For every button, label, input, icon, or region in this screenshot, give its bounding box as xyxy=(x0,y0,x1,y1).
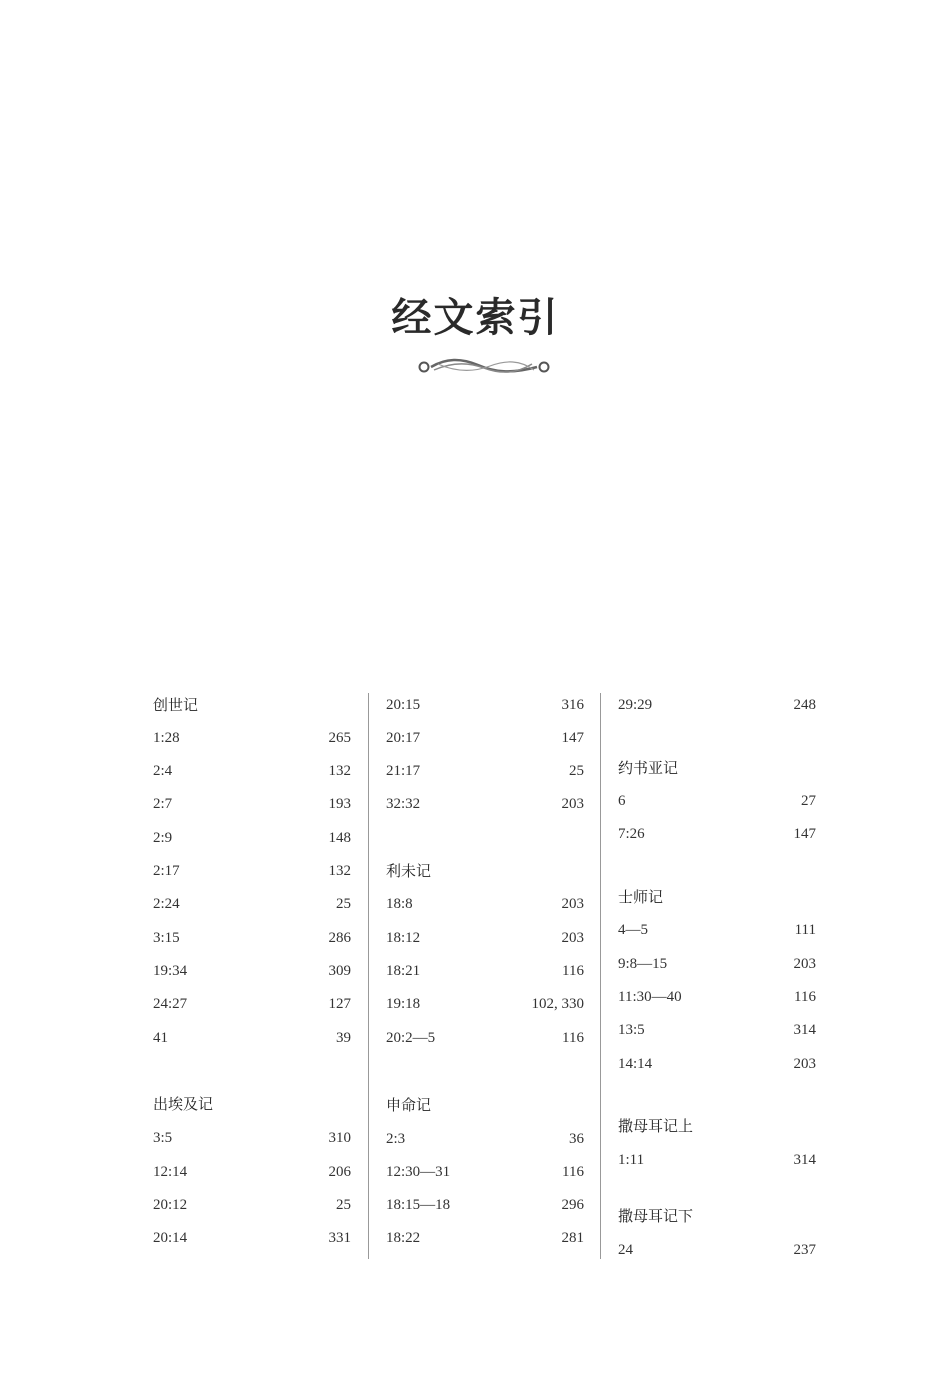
index-entry xyxy=(618,822,816,846)
entry-page: 237 xyxy=(793,1242,816,1258)
entry-ref: 19:34 xyxy=(153,963,188,979)
entry-page: 316 xyxy=(561,697,584,713)
entry-page: 116 xyxy=(562,963,584,979)
index-entry xyxy=(153,726,351,750)
entry-ref: 1:28 xyxy=(153,730,180,746)
entry-page: 36 xyxy=(569,1131,584,1147)
index-entry xyxy=(618,789,816,813)
index-column-3 xyxy=(618,693,816,1259)
index-entry xyxy=(153,926,351,950)
entry-ref: 12:30—31 xyxy=(386,1164,451,1180)
entry-ref: 6 xyxy=(618,793,626,809)
entry-page: 27 xyxy=(801,793,816,809)
index-entry xyxy=(386,792,584,816)
index-entry xyxy=(386,1026,584,1050)
index-entry xyxy=(153,1193,351,1217)
entry-page: 206 xyxy=(328,1164,351,1180)
entry-page: 132 xyxy=(328,863,351,879)
entry-page: 309 xyxy=(328,963,351,979)
entry-page: 102, 330 xyxy=(531,996,584,1012)
entry-ref: 14:14 xyxy=(618,1056,653,1072)
entry-ref: 18:12 xyxy=(386,930,421,946)
flourish-ornament xyxy=(416,352,552,382)
entry-ref: 19:18 xyxy=(386,996,421,1012)
index-entry xyxy=(153,959,351,983)
index-entry xyxy=(386,992,584,1016)
column-divider xyxy=(368,693,369,1259)
entry-ref: 2:7 xyxy=(153,796,173,812)
book-heading-joshua: 约书亚记 xyxy=(618,759,679,777)
index-entry xyxy=(153,759,351,783)
index-entry xyxy=(386,693,584,717)
index-entry xyxy=(386,959,584,983)
index-column-2 xyxy=(386,693,584,1259)
entry-page: 147 xyxy=(793,826,816,842)
entry-ref: 18:8 xyxy=(386,896,413,912)
entry-page: 248 xyxy=(793,697,816,713)
entry-page: 39 xyxy=(336,1030,351,1046)
index-entry xyxy=(386,926,584,950)
book-heading-genesis: 创世记 xyxy=(153,696,199,714)
entry-ref: 24 xyxy=(618,1242,633,1258)
entry-ref: 2:9 xyxy=(153,830,173,846)
index-entry xyxy=(386,1226,584,1250)
column-divider xyxy=(600,693,601,1259)
entry-page: 25 xyxy=(336,896,351,912)
book-heading-judges: 士师记 xyxy=(618,888,664,906)
entry-page: 331 xyxy=(328,1230,351,1246)
entry-page: 116 xyxy=(562,1030,584,1046)
book-heading-1-samuel: 撒母耳记上 xyxy=(618,1117,694,1135)
index-entry xyxy=(153,859,351,883)
entry-ref: 12:14 xyxy=(153,1164,188,1180)
index-entry xyxy=(386,726,584,750)
index-entry xyxy=(618,693,816,717)
index-entry xyxy=(386,1127,584,1151)
entry-page: 25 xyxy=(336,1197,351,1213)
entry-page: 127 xyxy=(328,996,351,1012)
entry-page: 116 xyxy=(562,1164,584,1180)
entry-page: 310 xyxy=(328,1130,351,1146)
entry-ref: 3:5 xyxy=(153,1130,173,1146)
index-entry xyxy=(386,892,584,916)
entry-ref: 20:12 xyxy=(153,1197,188,1213)
entry-ref: 13:5 xyxy=(618,1022,645,1038)
entry-page: 203 xyxy=(561,896,584,912)
page-title: 经文索引 xyxy=(391,294,560,341)
index-entry xyxy=(618,1018,816,1042)
entry-ref: 20:17 xyxy=(386,730,421,746)
entry-ref: 32:32 xyxy=(386,796,421,812)
entry-ref: 7:26 xyxy=(618,826,645,842)
entry-page: 203 xyxy=(793,956,816,972)
index-entry xyxy=(618,918,816,942)
book-heading-deuteronomy: 申命记 xyxy=(386,1096,432,1114)
entry-page: 111 xyxy=(794,922,816,938)
entry-page: 286 xyxy=(328,930,351,946)
entry-ref: 41 xyxy=(153,1030,168,1046)
index-entry xyxy=(153,1026,351,1050)
entry-page: 132 xyxy=(328,763,351,779)
entry-page: 314 xyxy=(793,1152,816,1168)
entry-ref: 11:30—40 xyxy=(618,989,682,1005)
entry-page: 203 xyxy=(561,796,584,812)
index-column-1 xyxy=(153,693,351,1259)
entry-page: 116 xyxy=(794,989,816,1005)
entry-ref: 21:17 xyxy=(386,763,421,779)
index-entry xyxy=(618,952,816,976)
entry-page: 147 xyxy=(561,730,584,746)
entry-ref: 2:24 xyxy=(153,896,180,912)
entry-ref: 9:8—15 xyxy=(618,956,668,972)
entry-page: 25 xyxy=(569,763,584,779)
entry-page: 203 xyxy=(561,930,584,946)
entry-ref: 2:4 xyxy=(153,763,173,779)
entry-ref: 2:3 xyxy=(386,1131,406,1147)
book-heading-leviticus: 利未记 xyxy=(386,862,432,880)
entry-page: 265 xyxy=(328,730,351,746)
index-entry xyxy=(618,1052,816,1076)
scripture-index xyxy=(153,693,816,1259)
entry-page: 281 xyxy=(561,1230,584,1246)
entry-ref: 3:15 xyxy=(153,930,180,946)
entry-ref: 24:27 xyxy=(153,996,188,1012)
entry-ref: 2:17 xyxy=(153,863,180,879)
index-entry xyxy=(153,1226,351,1250)
entry-page: 296 xyxy=(561,1197,584,1213)
index-entry xyxy=(386,759,584,783)
index-entry xyxy=(153,892,351,916)
index-entry xyxy=(153,992,351,1016)
book-heading-exodus: 出埃及记 xyxy=(153,1095,214,1113)
index-entry xyxy=(618,1148,816,1172)
entry-ref: 20:14 xyxy=(153,1230,188,1246)
index-entry xyxy=(153,1126,351,1150)
entry-page: 314 xyxy=(793,1022,816,1038)
entry-page: 193 xyxy=(328,796,351,812)
entry-ref: 20:15 xyxy=(386,697,421,713)
entry-ref: 20:2—5 xyxy=(386,1030,436,1046)
index-entry xyxy=(153,1160,351,1184)
book-heading-2-samuel: 撒母耳记下 xyxy=(618,1207,694,1225)
entry-ref: 4—5 xyxy=(618,922,648,938)
index-entry xyxy=(386,1193,584,1217)
entry-ref: 18:15—18 xyxy=(386,1197,451,1213)
entry-page: 148 xyxy=(328,830,351,846)
index-entry xyxy=(153,826,351,850)
index-entry xyxy=(153,792,351,816)
entry-ref: 18:22 xyxy=(386,1230,421,1246)
entry-ref: 18:21 xyxy=(386,963,421,979)
index-entry xyxy=(618,1238,816,1262)
entry-ref: 29:29 xyxy=(618,697,653,713)
entry-page: 203 xyxy=(793,1056,816,1072)
index-entry xyxy=(618,985,816,1009)
entry-ref: 1:11 xyxy=(618,1152,645,1168)
index-entry xyxy=(386,1160,584,1184)
